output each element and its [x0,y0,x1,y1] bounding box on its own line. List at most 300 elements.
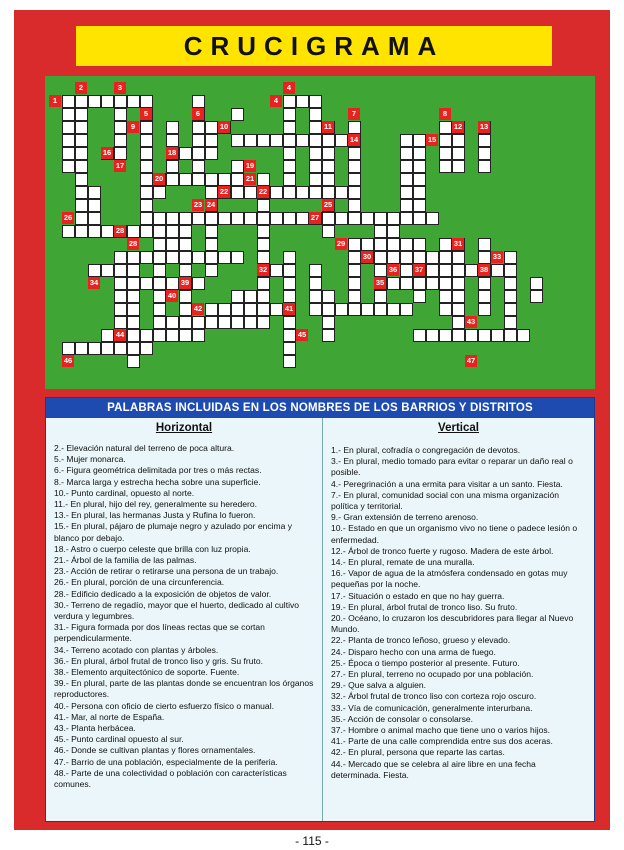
crossword-cell[interactable] [75,160,88,173]
crossword-cell[interactable] [231,108,244,121]
crossword-cell[interactable] [322,225,335,238]
crossword-cell[interactable] [62,108,75,121]
crossword-cell[interactable] [231,251,244,264]
crossword-cell[interactable] [322,212,335,225]
crossword-cell[interactable] [127,277,140,290]
crossword-cell[interactable] [140,121,153,134]
crossword-cell[interactable] [374,303,387,316]
crossword-cell[interactable] [62,147,75,160]
crossword-cell[interactable] [205,264,218,277]
crossword-cell[interactable] [452,160,465,173]
crossword-cell[interactable] [114,121,127,134]
crossword-cell[interactable] [283,160,296,173]
crossword-cell[interactable] [205,303,218,316]
crossword-cell[interactable] [400,134,413,147]
crossword-cell[interactable] [218,251,231,264]
crossword-cell[interactable] [400,186,413,199]
crossword-cell[interactable] [309,303,322,316]
crossword-cell[interactable] [179,147,192,160]
crossword-cell[interactable] [179,303,192,316]
crossword-cell[interactable] [452,147,465,160]
crossword-cell[interactable] [465,329,478,342]
crossword-cell[interactable] [348,160,361,173]
crossword-cell[interactable] [322,134,335,147]
crossword-cell[interactable] [452,264,465,277]
crossword-cell[interactable] [244,212,257,225]
crossword-cell[interactable] [452,329,465,342]
crossword-cell[interactable] [153,329,166,342]
crossword-cell[interactable] [439,264,452,277]
crossword-cell[interactable] [231,316,244,329]
crossword-cell[interactable] [166,160,179,173]
crossword-cell[interactable] [413,173,426,186]
crossword-cell[interactable] [400,277,413,290]
crossword-cell[interactable] [218,173,231,186]
crossword-cell[interactable] [166,225,179,238]
crossword-cell[interactable] [114,264,127,277]
crossword-cell[interactable] [322,173,335,186]
crossword-cell[interactable] [205,147,218,160]
crossword-cell[interactable] [439,277,452,290]
crossword-cell[interactable] [244,186,257,199]
crossword-cell[interactable] [348,264,361,277]
crossword-cell[interactable] [387,238,400,251]
crossword-cell[interactable] [400,303,413,316]
crossword-cell[interactable] [88,199,101,212]
crossword-cell[interactable] [348,303,361,316]
crossword-cell[interactable] [114,303,127,316]
crossword-cell[interactable] [309,173,322,186]
crossword-cell[interactable] [153,277,166,290]
crossword-cell[interactable] [452,316,465,329]
crossword-cell[interactable] [114,108,127,121]
crossword-cell[interactable] [478,147,491,160]
crossword-cell[interactable] [153,264,166,277]
crossword-cell[interactable] [166,329,179,342]
crossword-cell[interactable] [322,290,335,303]
crossword-cell[interactable] [127,95,140,108]
crossword-cell[interactable] [166,212,179,225]
crossword-cell[interactable] [127,355,140,368]
crossword-cell[interactable] [205,173,218,186]
crossword-cell[interactable] [439,147,452,160]
crossword-cell[interactable] [361,212,374,225]
crossword-cell[interactable] [530,290,543,303]
crossword-cell[interactable] [257,199,270,212]
crossword-cell[interactable] [426,277,439,290]
crossword-cell[interactable] [127,290,140,303]
crossword-cell[interactable] [127,303,140,316]
crossword-cell[interactable] [192,251,205,264]
crossword-cell[interactable] [283,290,296,303]
crossword-cell[interactable] [205,225,218,238]
crossword-cell[interactable] [270,212,283,225]
crossword-cell[interactable] [218,316,231,329]
crossword-cell[interactable] [140,342,153,355]
crossword-cell[interactable] [322,147,335,160]
crossword-cell[interactable] [309,160,322,173]
crossword-cell[interactable] [348,199,361,212]
crossword-cell[interactable] [322,160,335,173]
crossword-cell[interactable] [478,290,491,303]
crossword-cell[interactable] [166,173,179,186]
crossword-cell[interactable] [374,212,387,225]
crossword-cell[interactable] [179,264,192,277]
crossword-cell[interactable] [400,160,413,173]
crossword-cell[interactable] [62,160,75,173]
crossword-cell[interactable] [140,199,153,212]
crossword-cell[interactable] [257,316,270,329]
crossword-cell[interactable] [400,238,413,251]
crossword-cell[interactable] [205,121,218,134]
crossword-cell[interactable] [179,238,192,251]
crossword-cell[interactable] [322,186,335,199]
crossword-cell[interactable] [257,303,270,316]
crossword-cell[interactable] [257,173,270,186]
crossword-cell[interactable] [491,264,504,277]
crossword-cell[interactable] [348,251,361,264]
crossword-cell[interactable] [348,121,361,134]
crossword-cell[interactable] [374,290,387,303]
crossword-cell[interactable] [192,173,205,186]
crossword-cell[interactable] [309,186,322,199]
crossword-cell[interactable] [75,147,88,160]
crossword-cell[interactable] [478,251,491,264]
crossword-cell[interactable] [322,316,335,329]
crossword-cell[interactable] [374,225,387,238]
crossword-cell[interactable] [218,212,231,225]
crossword-cell[interactable] [348,173,361,186]
crossword-cell[interactable] [296,134,309,147]
crossword-cell[interactable] [62,121,75,134]
crossword-cell[interactable] [413,160,426,173]
crossword-cell[interactable] [413,251,426,264]
crossword-cell[interactable] [153,251,166,264]
crossword-cell[interactable] [179,212,192,225]
crossword-cell[interactable] [400,251,413,264]
crossword-cell[interactable] [309,108,322,121]
crossword-cell[interactable] [400,173,413,186]
crossword-cell[interactable] [153,290,166,303]
crossword-cell[interactable] [374,251,387,264]
crossword-cell[interactable] [322,329,335,342]
crossword-cell[interactable] [257,290,270,303]
crossword-cell[interactable] [101,329,114,342]
crossword-cell[interactable] [88,264,101,277]
crossword-cell[interactable] [426,212,439,225]
crossword-cell[interactable] [140,95,153,108]
crossword-cell[interactable] [452,134,465,147]
crossword-cell[interactable] [348,238,361,251]
crossword-cell[interactable] [179,225,192,238]
crossword-cell[interactable] [283,186,296,199]
crossword-cell[interactable] [530,277,543,290]
crossword-cell[interactable] [192,147,205,160]
crossword-cell[interactable] [270,303,283,316]
crossword-cell[interactable] [504,251,517,264]
crossword-cell[interactable] [478,134,491,147]
crossword-cell[interactable] [75,108,88,121]
crossword-cell[interactable] [270,134,283,147]
crossword-cell[interactable] [166,251,179,264]
crossword-cell[interactable] [205,186,218,199]
crossword-cell[interactable] [439,303,452,316]
crossword-cell[interactable] [192,160,205,173]
crossword-cell[interactable] [504,303,517,316]
crossword-cell[interactable] [88,225,101,238]
crossword-cell[interactable] [296,186,309,199]
crossword-cell[interactable] [218,303,231,316]
crossword-cell[interactable] [452,251,465,264]
crossword-cell[interactable] [153,316,166,329]
crossword-cell[interactable] [413,147,426,160]
crossword-cell[interactable] [283,342,296,355]
crossword-cell[interactable] [413,277,426,290]
crossword-cell[interactable] [127,342,140,355]
crossword-cell[interactable] [387,225,400,238]
crossword-cell[interactable] [257,251,270,264]
crossword-cell[interactable] [478,277,491,290]
crossword-cell[interactable] [75,225,88,238]
crossword-cell[interactable] [231,173,244,186]
crossword-cell[interactable] [348,290,361,303]
crossword-cell[interactable] [465,264,478,277]
crossword-cell[interactable] [88,95,101,108]
crossword-cell[interactable] [127,329,140,342]
crossword-cell[interactable] [309,147,322,160]
crossword-cell[interactable] [413,329,426,342]
crossword-cell[interactable] [478,303,491,316]
crossword-cell[interactable] [504,329,517,342]
crossword-cell[interactable] [283,134,296,147]
crossword-cell[interactable] [283,316,296,329]
crossword-cell[interactable] [244,316,257,329]
crossword-cell[interactable] [179,329,192,342]
crossword-cell[interactable] [374,264,387,277]
crossword-cell[interactable] [140,225,153,238]
crossword-cell[interactable] [140,251,153,264]
crossword-cell[interactable] [257,277,270,290]
crossword-cell[interactable] [166,277,179,290]
crossword-cell[interactable] [335,303,348,316]
crossword-cell[interactable] [283,173,296,186]
crossword-cell[interactable] [75,212,88,225]
crossword-cell[interactable] [140,147,153,160]
crossword-cell[interactable] [387,277,400,290]
crossword-cell[interactable] [413,290,426,303]
crossword-cell[interactable] [62,95,75,108]
crossword-cell[interactable] [75,121,88,134]
crossword-cell[interactable] [283,355,296,368]
crossword-cell[interactable] [348,147,361,160]
crossword-cell[interactable] [413,212,426,225]
crossword-cell[interactable] [361,238,374,251]
crossword-cell[interactable] [75,199,88,212]
crossword-cell[interactable] [75,186,88,199]
crossword-cell[interactable] [62,342,75,355]
crossword-cell[interactable] [283,95,296,108]
crossword-cell[interactable] [426,251,439,264]
crossword-cell[interactable] [62,225,75,238]
crossword-cell[interactable] [192,316,205,329]
crossword-cell[interactable] [361,303,374,316]
crossword-cell[interactable] [504,277,517,290]
crossword-cell[interactable] [374,238,387,251]
crossword-cell[interactable] [153,225,166,238]
crossword-cell[interactable] [192,121,205,134]
crossword-cell[interactable] [114,251,127,264]
crossword-cell[interactable] [140,134,153,147]
crossword-cell[interactable] [153,212,166,225]
crossword-cell[interactable] [114,290,127,303]
crossword-cell[interactable] [140,160,153,173]
crossword-cell[interactable] [153,238,166,251]
crossword-cell[interactable] [283,212,296,225]
crossword-cell[interactable] [387,251,400,264]
crossword-cell[interactable] [205,212,218,225]
crossword-cell[interactable] [400,264,413,277]
crossword-cell[interactable] [348,186,361,199]
crossword-cell[interactable] [244,303,257,316]
crossword-cell[interactable] [114,147,127,160]
crossword-cell[interactable] [179,173,192,186]
crossword-cell[interactable] [192,134,205,147]
crossword-cell[interactable] [387,303,400,316]
crossword-cell[interactable] [231,186,244,199]
crossword-cell[interactable] [309,134,322,147]
crossword-cell[interactable] [101,264,114,277]
crossword-cell[interactable] [283,277,296,290]
crossword-cell[interactable] [88,212,101,225]
crossword-cell[interactable] [257,134,270,147]
crossword-cell[interactable] [452,303,465,316]
crossword-cell[interactable] [283,329,296,342]
crossword-cell[interactable] [257,212,270,225]
crossword-cell[interactable] [478,238,491,251]
crossword-cell[interactable] [231,160,244,173]
crossword-cell[interactable] [114,342,127,355]
crossword-cell[interactable] [504,264,517,277]
crossword-cell[interactable] [244,134,257,147]
crossword-cell[interactable] [478,329,491,342]
crossword-cell[interactable] [348,277,361,290]
crossword-cell[interactable] [127,264,140,277]
crossword-cell[interactable] [309,290,322,303]
crossword-cell[interactable] [504,316,517,329]
crossword-cell[interactable] [166,316,179,329]
crossword-cell[interactable] [309,95,322,108]
crossword-cell[interactable] [413,186,426,199]
crossword-cell[interactable] [140,186,153,199]
crossword-cell[interactable] [75,134,88,147]
crossword-cell[interactable] [257,238,270,251]
crossword-cell[interactable] [439,121,452,134]
crossword-cell[interactable] [439,160,452,173]
crossword-cell[interactable] [270,264,283,277]
crossword-cell[interactable] [413,238,426,251]
crossword-cell[interactable] [322,303,335,316]
crossword-cell[interactable] [205,316,218,329]
crossword-cell[interactable] [114,95,127,108]
crossword-cell[interactable] [335,134,348,147]
crossword-cell[interactable] [283,108,296,121]
crossword-cell[interactable] [75,342,88,355]
crossword-cell[interactable] [283,147,296,160]
crossword-cell[interactable] [166,238,179,251]
crossword-cell[interactable] [348,212,361,225]
crossword-cell[interactable] [166,121,179,134]
crossword-cell[interactable] [88,186,101,199]
crossword-cell[interactable] [101,342,114,355]
crossword-cell[interactable] [283,264,296,277]
crossword-cell[interactable] [452,277,465,290]
crossword-cell[interactable] [439,251,452,264]
crossword-cell[interactable] [439,238,452,251]
crossword-cell[interactable] [270,186,283,199]
crossword-cell[interactable] [192,277,205,290]
crossword-cell[interactable] [439,134,452,147]
crossword-cell[interactable] [426,329,439,342]
crossword-cell[interactable] [231,290,244,303]
crossword-cell[interactable] [75,95,88,108]
crossword-cell[interactable] [283,251,296,264]
crossword-cell[interactable] [101,95,114,108]
crossword-cell[interactable] [309,264,322,277]
crossword-cell[interactable] [335,186,348,199]
crossword-cell[interactable] [413,134,426,147]
crossword-cell[interactable] [400,212,413,225]
crossword-cell[interactable] [140,329,153,342]
crossword-cell[interactable] [153,186,166,199]
crossword-cell[interactable] [400,147,413,160]
crossword-cell[interactable] [231,303,244,316]
crossword-cell[interactable] [400,199,413,212]
crossword-cell[interactable] [140,173,153,186]
crossword-cell[interactable] [205,238,218,251]
crossword-cell[interactable] [426,264,439,277]
crossword-cell[interactable] [114,277,127,290]
crossword-cell[interactable] [127,316,140,329]
crossword-cell[interactable] [296,95,309,108]
crossword-cell[interactable] [205,134,218,147]
crossword-cell[interactable] [231,212,244,225]
crossword-cell[interactable] [114,316,127,329]
crossword-cell[interactable] [244,290,257,303]
crossword-cell[interactable] [413,199,426,212]
crossword-cell[interactable] [439,290,452,303]
crossword-cell[interactable] [101,225,114,238]
crossword-cell[interactable] [452,290,465,303]
crossword-cell[interactable] [75,173,88,186]
crossword-cell[interactable] [62,134,75,147]
crossword-cell[interactable] [88,342,101,355]
crossword-cell[interactable] [192,212,205,225]
crossword-cell[interactable] [179,290,192,303]
crossword-cell[interactable] [283,121,296,134]
crossword-cell[interactable] [296,212,309,225]
crossword-cell[interactable] [309,277,322,290]
crossword-cell[interactable] [114,134,127,147]
crossword-cell[interactable] [517,329,530,342]
crossword-cell[interactable] [335,212,348,225]
crossword-cell[interactable] [166,134,179,147]
crossword-cell[interactable] [257,225,270,238]
crossword-cell[interactable] [127,251,140,264]
crossword-cell[interactable] [153,303,166,316]
crossword-cell[interactable] [140,277,153,290]
crossword-cell[interactable] [140,212,153,225]
crossword-cell[interactable] [205,251,218,264]
